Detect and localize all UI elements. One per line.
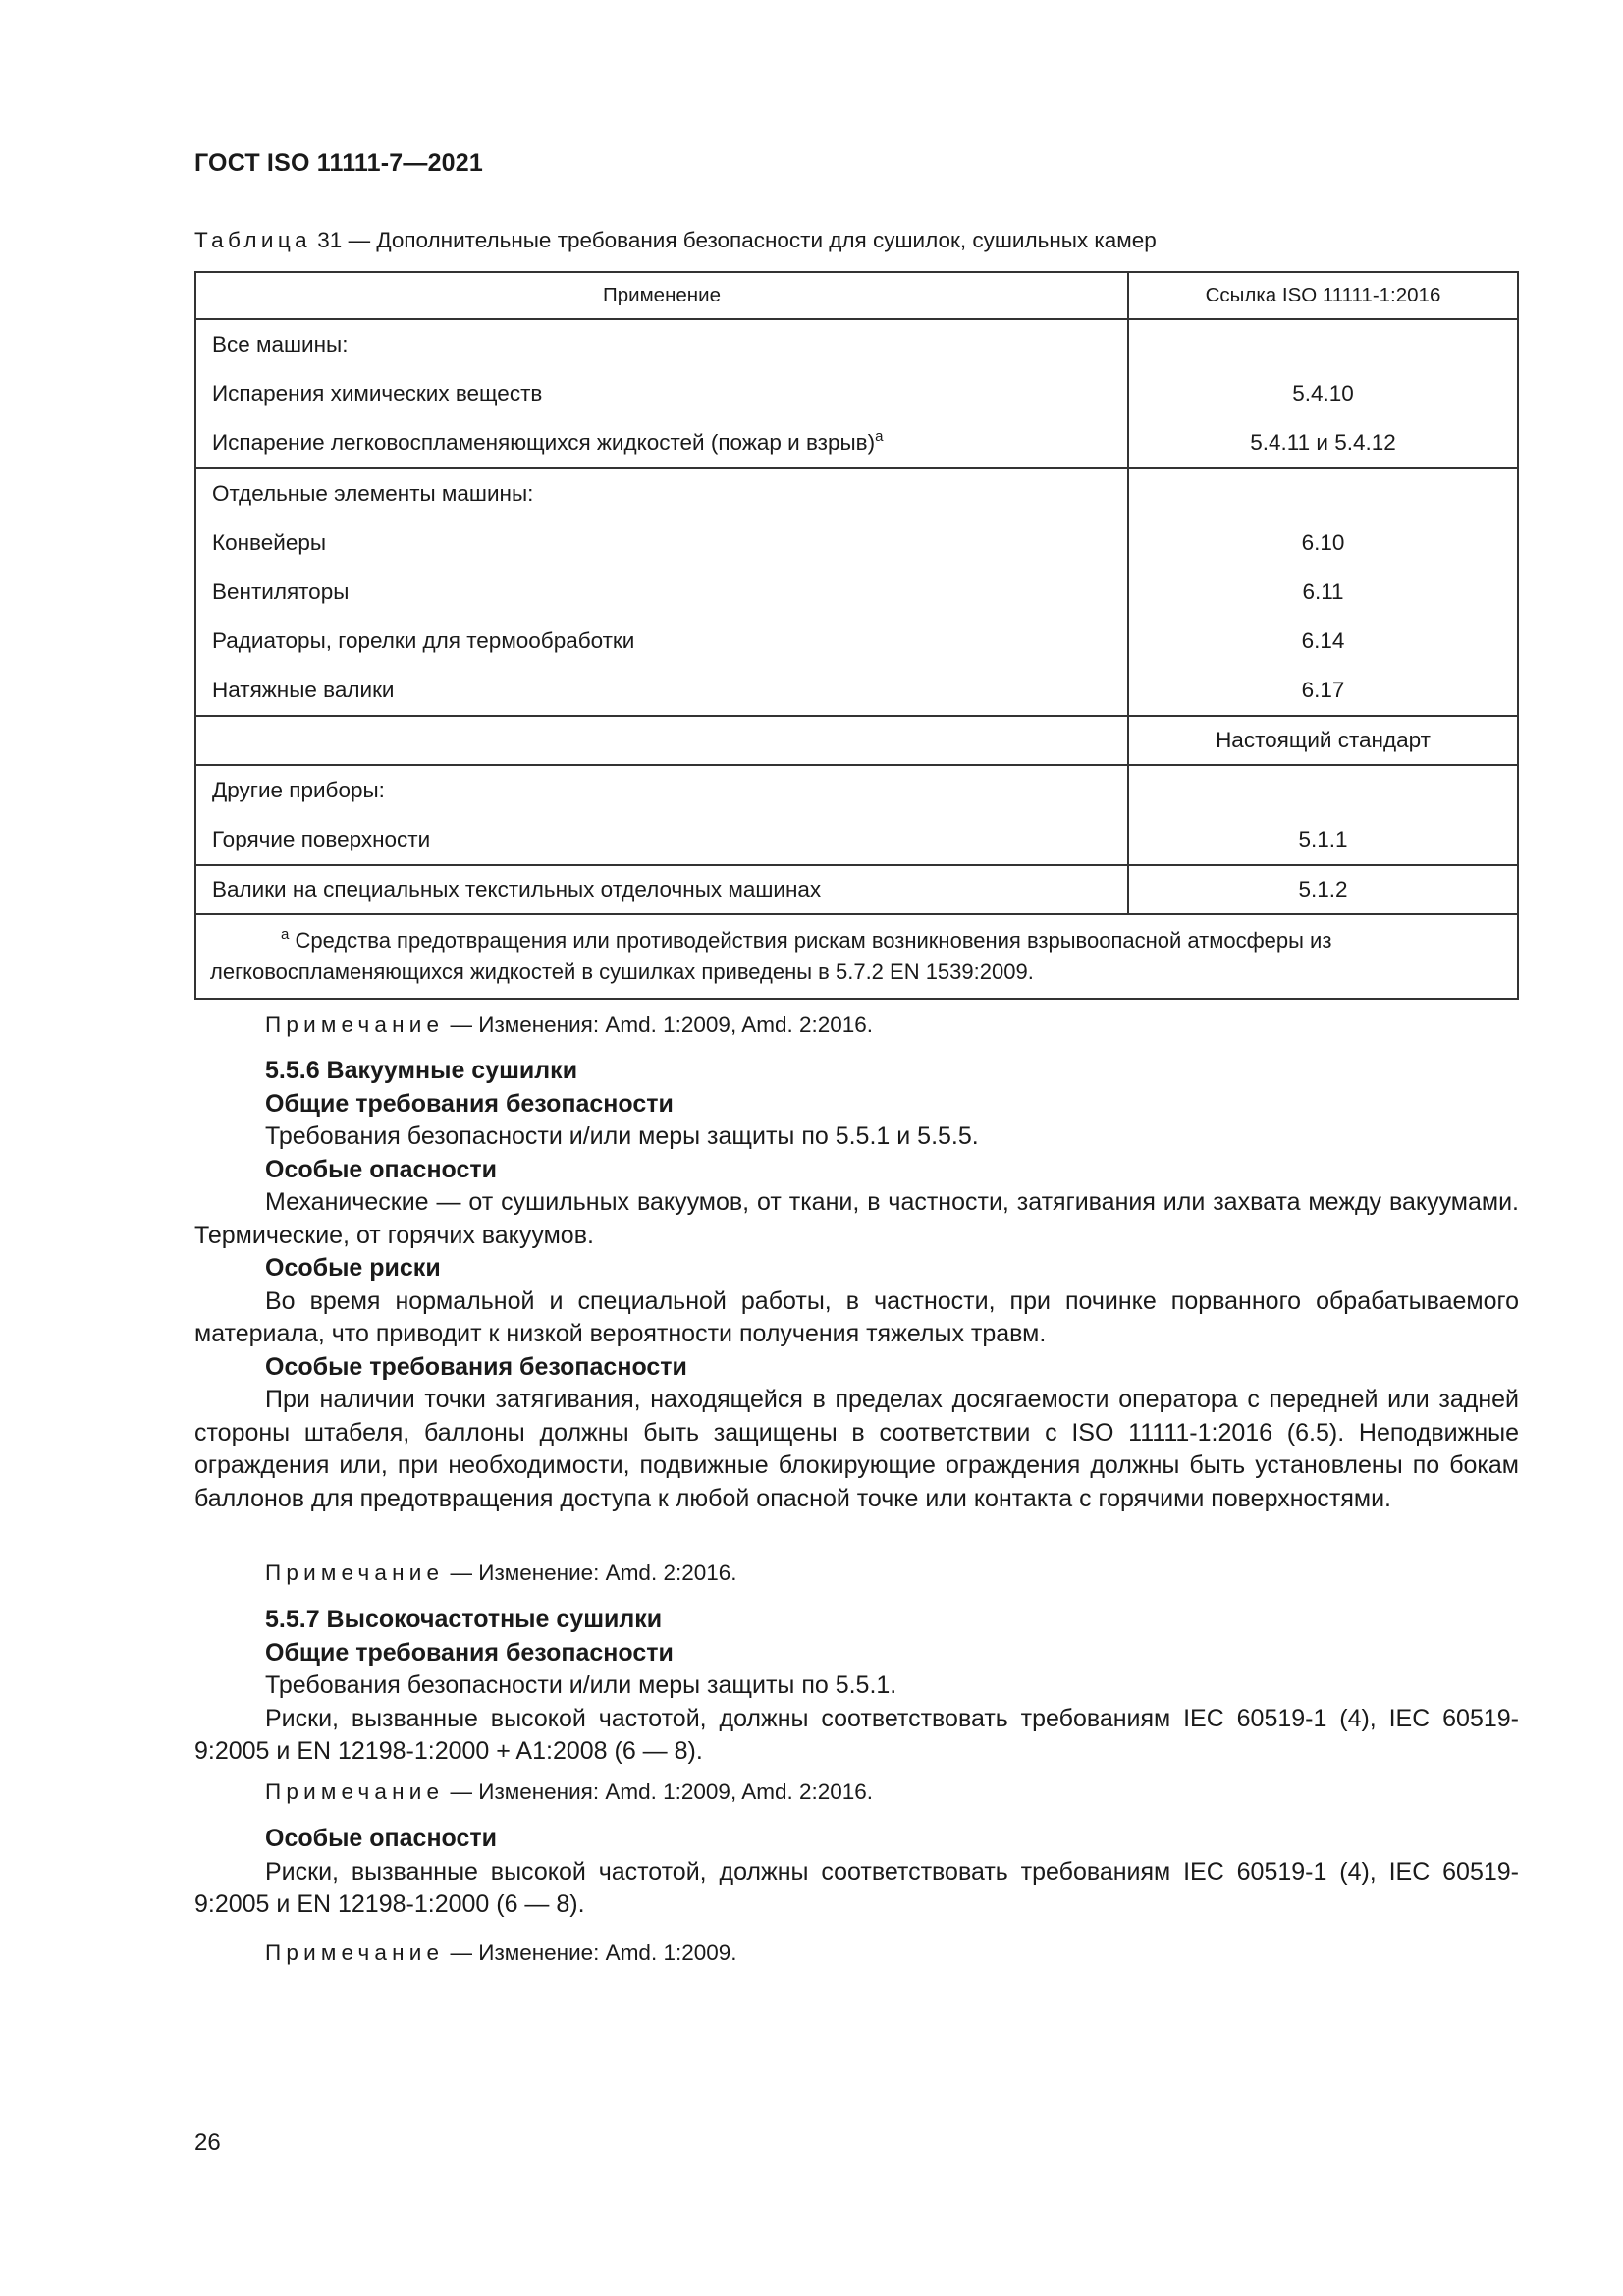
table-group-all-machines <box>195 319 1518 468</box>
row-label: Радиаторы, горелки для термообработки <box>212 629 635 653</box>
row-label: Испарения химических веществ <box>212 381 543 406</box>
paragraph: При наличии точки затягивания, находящейся в пределах досягаемости оператора с передней или задней стороны штабеля, баллоны должны быть защищены в соответствии с ISO 11111-1:2016 (6.5). Неподвижные ограждения или, при необходимости, подвижные блокирующие ограждения должны быть установлены по бокам баллонов для предотвращения доступа к любой опасной точке или контакта с горячими поверхностями. <box>194 1386 1519 1512</box>
row-ref: 6.17 <box>1301 678 1345 702</box>
paragraph: Риски, вызванные высокой частотой, должны соответствовать требованиям IEC 60519-1 (4), IEC 60519-9:2005 и EN 12198-1:2000 + A1:2008 (6 — 8). <box>194 1704 1519 1765</box>
row-label: Конвейеры <box>212 530 327 555</box>
row-ref: 6.14 <box>1301 629 1345 653</box>
group-title: Отдельные элементы машины: <box>212 481 534 506</box>
footnote-text-line2: легковоспламеняющихся жидкостей в сушилках приведены в 5.7.2 EN 1539:2009. <box>210 959 1034 984</box>
paragraph: Риски, вызванные высокой частотой, должны соответствовать требованиям IEC 60519-1 (4), IEC 60519-9:2005 и EN 12198-1:2000 (6 — 8). <box>194 1857 1519 1918</box>
table-footnote <box>195 914 1518 999</box>
standard-code: ГОСТ ISO 11111-7—2021 <box>194 149 483 177</box>
section-5-5-7 <box>194 1604 1519 1769</box>
paragraph: Требования безопасности и/или меры защиты по 5.5.1. <box>265 1671 897 1699</box>
table-cell-reference <box>1128 865 1518 914</box>
paragraph: Требования безопасности и/или меры защиты по 5.5.1 и 5.5.5. <box>265 1122 979 1150</box>
subsection-heading: Особые требования безопасности <box>265 1352 687 1381</box>
table-cell-application <box>195 468 1128 716</box>
subsection-heading: Особые опасности <box>265 1155 497 1183</box>
table-cell-reference <box>1128 319 1518 468</box>
subsection-heading: Общие требования безопасности <box>265 1089 674 1118</box>
footnote-mark: a <box>281 926 290 943</box>
table-cell-application <box>195 765 1128 865</box>
row-ref: 5.1.1 <box>1298 827 1348 851</box>
table-caption-word: Таблица <box>194 228 312 252</box>
group-title: Другие приборы: <box>212 778 385 802</box>
table-header-row <box>195 272 1518 319</box>
table-group-other-devices <box>195 765 1518 865</box>
table-footnote-row <box>195 914 1518 999</box>
subsection-heading: Общие требования безопасности <box>265 1638 674 1667</box>
note-5-5-7-hazards: Примечание — Изменение: Amd. 1:2009. <box>265 1941 737 1965</box>
note-5-5-7-general: Примечание — Изменения: Amd. 1:2009, Amd. 2:2016. <box>265 1779 874 1804</box>
row-ref: 5.4.11 и 5.4.12 <box>1250 430 1396 455</box>
footnote-text-line1: Средства предотвращения или противодействия рискам возникновения взрывоопасной атмосферы из <box>295 928 1332 953</box>
column-header-application: Применение <box>195 272 1128 319</box>
row-ref-empty <box>1129 469 1517 519</box>
group-title: Все машины: <box>212 332 349 356</box>
table-cell-application <box>195 319 1128 468</box>
section-5-5-7-hazards <box>194 1823 1519 1922</box>
table-cell-empty <box>195 716 1128 765</box>
subsection-heading: Особые риски <box>265 1254 441 1282</box>
row-ref: 5.1.2 <box>1298 877 1348 902</box>
row-label: Горячие поверхности <box>212 827 431 851</box>
column-header-reference: Ссылка ISO 11111-1:2016 <box>1128 272 1518 319</box>
row-ref: 6.10 <box>1301 530 1345 555</box>
section-5-5-6 <box>194 1055 1519 1515</box>
paragraph: Во время нормальной и специальной работы, в частности, при починке порванного обрабатываемого материала, что приводит к низкой вероятности получения тяжелых травм. <box>194 1286 1519 1347</box>
subsection-heading: Особые опасности <box>265 1825 497 1852</box>
note-table31: Примечание — Изменения: Amd. 1:2009, Amd. 2:2016. <box>265 1012 874 1037</box>
table-cell-reference <box>1128 765 1518 865</box>
subheader-reference: Настоящий стандарт <box>1216 728 1431 752</box>
table-group-machine-elements <box>195 468 1518 716</box>
table-cell-reference <box>1128 468 1518 716</box>
row-label: Натяжные валики <box>212 678 395 702</box>
table-row-rollers <box>195 865 1518 914</box>
section-title: 5.5.7 Высокочастотные сушилки <box>265 1606 663 1633</box>
row-label: Испарение легковоспламеняющихся жидкостей (пожар и взрыв)$^a$ <box>212 428 884 455</box>
table-subheader-row <box>195 716 1518 765</box>
footnote-mark: a <box>875 428 884 445</box>
section-title: 5.5.6 Вакуумные сушилки <box>265 1057 578 1084</box>
row-ref-empty <box>1129 766 1517 815</box>
row-ref: 5.4.10 <box>1292 381 1354 406</box>
row-label: Валики на специальных текстильных отделочных машинах <box>212 877 822 902</box>
page-number: 26 <box>194 2129 221 2156</box>
note-5-5-6: Примечание — Изменение: Amd. 2:2016. <box>265 1560 737 1585</box>
row-label: Вентиляторы <box>212 579 350 604</box>
table-cell-application <box>195 865 1128 914</box>
row-ref-empty <box>1129 320 1517 369</box>
table-caption-text: 31 — Дополнительные требования безопасности для сушилок, сушильных камер <box>317 228 1157 252</box>
row-ref: 6.11 <box>1302 579 1344 604</box>
table-cell-reference <box>1128 716 1518 765</box>
safety-requirements-table <box>194 271 1519 1000</box>
table-caption <box>194 228 1157 253</box>
paragraph: Механические — от сушильных вакуумов, от ткани, в частности, затягивания или захвата между вакуумами. Термические, от горячих вакуумов. <box>194 1188 1519 1249</box>
